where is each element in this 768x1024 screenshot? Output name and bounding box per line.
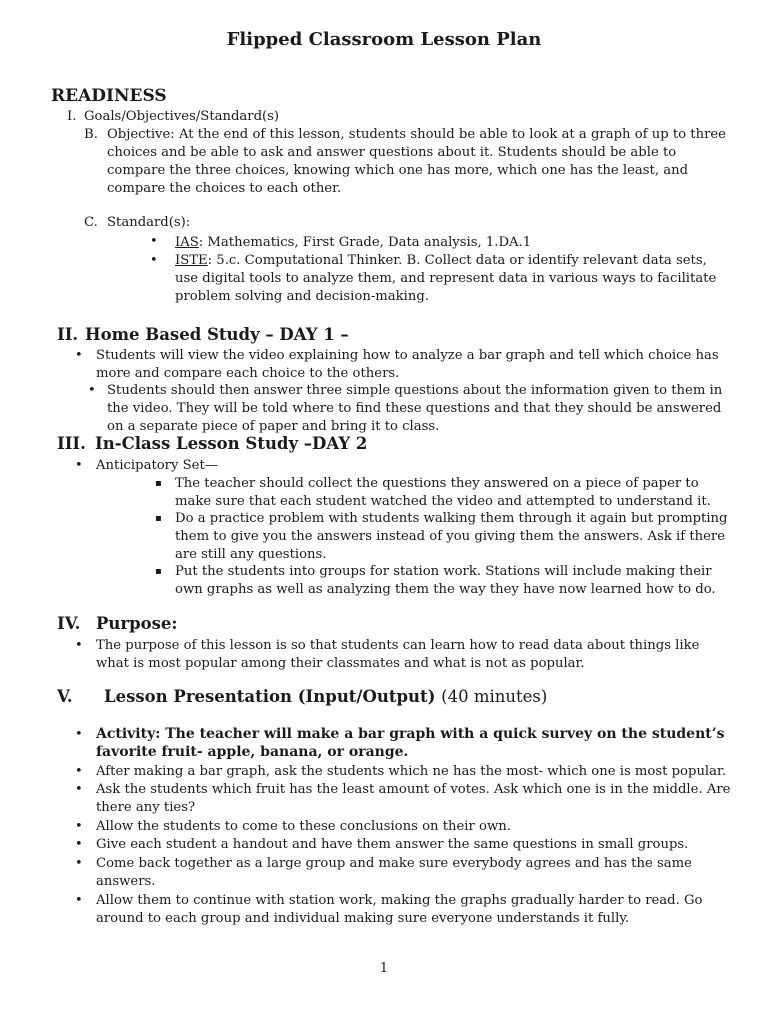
iste-standard-line-1 xyxy=(175,252,707,270)
presentation-item2: After making a bar graph, ask the students which ne has the most- which one is most popular. xyxy=(96,764,727,779)
purpose-line-2: what is most popular among their classmates and what is not as popular. xyxy=(96,656,585,671)
anticipatory-set: Anticipatory Set— xyxy=(96,458,218,473)
square-bullet-icon: ▪ xyxy=(155,513,162,524)
in-class-sub1-line-1: The teacher should collect the questions they answered on a piece of paper to xyxy=(175,476,699,491)
page-title: Flipped Classroom Lesson Plan xyxy=(226,29,542,50)
ias-standard xyxy=(175,234,531,252)
presentation-item7-line-2: around to each group and individual making sure everyone understands it fully. xyxy=(96,911,630,926)
bullet-icon: • xyxy=(75,764,83,779)
activity-line-2: favorite fruit- apple, banana, or orange. xyxy=(96,744,409,760)
ias-text: : Mathematics, First Grade, Data analysis, 1.DA.1 xyxy=(198,235,532,250)
bullet-icon: • xyxy=(75,638,83,653)
home-item1-line-2: more and compare each choice to the others. xyxy=(96,366,400,381)
presentation-item3-line-2: there any ties? xyxy=(96,800,196,815)
bullet-icon: • xyxy=(75,837,83,852)
in-class-sub3-line-1: Put the students into groups for station work. Stations will include making their xyxy=(175,564,712,579)
home-item2-line-2: the video. They will be told where to find these questions and that they should be answered xyxy=(107,401,722,416)
objective-line-4: compare the choices to each other. xyxy=(107,181,342,196)
in-class-sub2-line-1: Do a practice problem with students walking them through it again but prompting xyxy=(175,511,728,526)
presentation-item7-line-1: Allow them to continue with station work, making the graphs gradually harder to read. Go xyxy=(96,893,703,908)
purpose-num: IV. xyxy=(57,614,81,633)
objective-line-3: compare the three choices, knowing which one has more, which one has the least, and xyxy=(107,163,689,178)
in-class-sub2-line-2: them to give you the answers instead of you giving them the answers. Ask if there xyxy=(175,529,726,544)
goals-num: I. xyxy=(67,109,77,124)
bullet-icon: • xyxy=(75,458,83,473)
in-class-sub2-line-3: are still any questions. xyxy=(175,547,327,562)
goals-label: Goals/Objectives/Standard(s) xyxy=(84,109,280,124)
standards-letter: C. xyxy=(84,215,98,230)
bullet-icon: • xyxy=(75,819,83,834)
bullet-icon: • xyxy=(75,348,83,363)
objective-line-2: choices and be able to ask and answer questions about it. Students should be able to xyxy=(107,145,677,160)
presentation-item4: Allow the students to come to these conclusions on their own. xyxy=(96,819,511,834)
home-item2-line-3: on a separate piece of paper and bring it to class. xyxy=(107,419,440,434)
iste-standard-line-3: problem solving and decision-making. xyxy=(175,289,429,304)
objective-letter: B. xyxy=(84,127,98,142)
bullet-icon: • xyxy=(75,727,83,742)
presentation-item6-line-2: answers. xyxy=(96,874,156,889)
bullet-icon: • xyxy=(88,383,96,398)
purpose-heading: Purpose: xyxy=(96,614,178,633)
presentation-duration: (40 minutes) xyxy=(441,687,548,706)
page-number: 1 xyxy=(379,961,389,976)
iste-text: : 5.c. Computational Thinker. B. Collect data or identify relevant data sets, xyxy=(207,253,707,268)
square-bullet-icon: ▪ xyxy=(155,478,162,489)
bullet-icon: • xyxy=(150,253,158,268)
purpose-line-1: The purpose of this lesson is so that students can learn how to read data about things like xyxy=(96,638,700,653)
presentation-heading-line xyxy=(104,687,547,706)
bullet-icon: • xyxy=(150,234,158,249)
standards-label: Standard(s): xyxy=(107,215,191,230)
activity-line-1: Activity: The teacher will make a bar graph with a quick survey on the student’s xyxy=(96,726,725,742)
presentation-item5: Give each student a handout and have them answer the same questions in small groups. xyxy=(96,837,689,852)
bullet-icon: • xyxy=(75,856,83,871)
in-class-sub3-line-2: own graphs as well as analyzing them the way they have now learned how to do. xyxy=(175,582,716,597)
iste-standard-line-2: use digital tools to analyze them, and represent data in various ways to facilitate xyxy=(175,271,717,286)
readiness-heading: READINESS xyxy=(51,86,167,106)
presentation-item3-line-1: Ask the students which fruit has the least amount of votes. Ask which one is in the middle. Are xyxy=(96,782,731,797)
iste-label: ISTE xyxy=(175,253,208,268)
home-item1-line-1: Students will view the video explaining how to analyze a bar graph and tell which choice has xyxy=(96,348,719,363)
home-study-num: II. xyxy=(57,325,79,344)
bullet-icon: • xyxy=(75,782,83,797)
home-study-heading: Home Based Study – DAY 1 – xyxy=(85,325,349,344)
in-class-sub1-line-2: make sure that each student watched the video and attempted to understand it. xyxy=(175,494,711,509)
home-item2-line-1: Students should then answer three simple questions about the information given to them in xyxy=(107,383,723,398)
square-bullet-icon: ▪ xyxy=(155,566,162,577)
ias-label: IAS xyxy=(175,235,199,250)
in-class-heading: In-Class Lesson Study –DAY 2 xyxy=(95,434,368,453)
bullet-icon: • xyxy=(75,893,83,908)
presentation-num: V. xyxy=(57,687,73,706)
presentation-item6-line-1: Come back together as a large group and make sure everybody agrees and has the same xyxy=(96,856,692,871)
presentation-heading: Lesson Presentation (Input/Output) xyxy=(104,687,436,706)
objective-line-1: Objective: At the end of this lesson, students should be able to look at a graph of up to three xyxy=(107,127,726,142)
in-class-num: III. xyxy=(57,434,86,453)
